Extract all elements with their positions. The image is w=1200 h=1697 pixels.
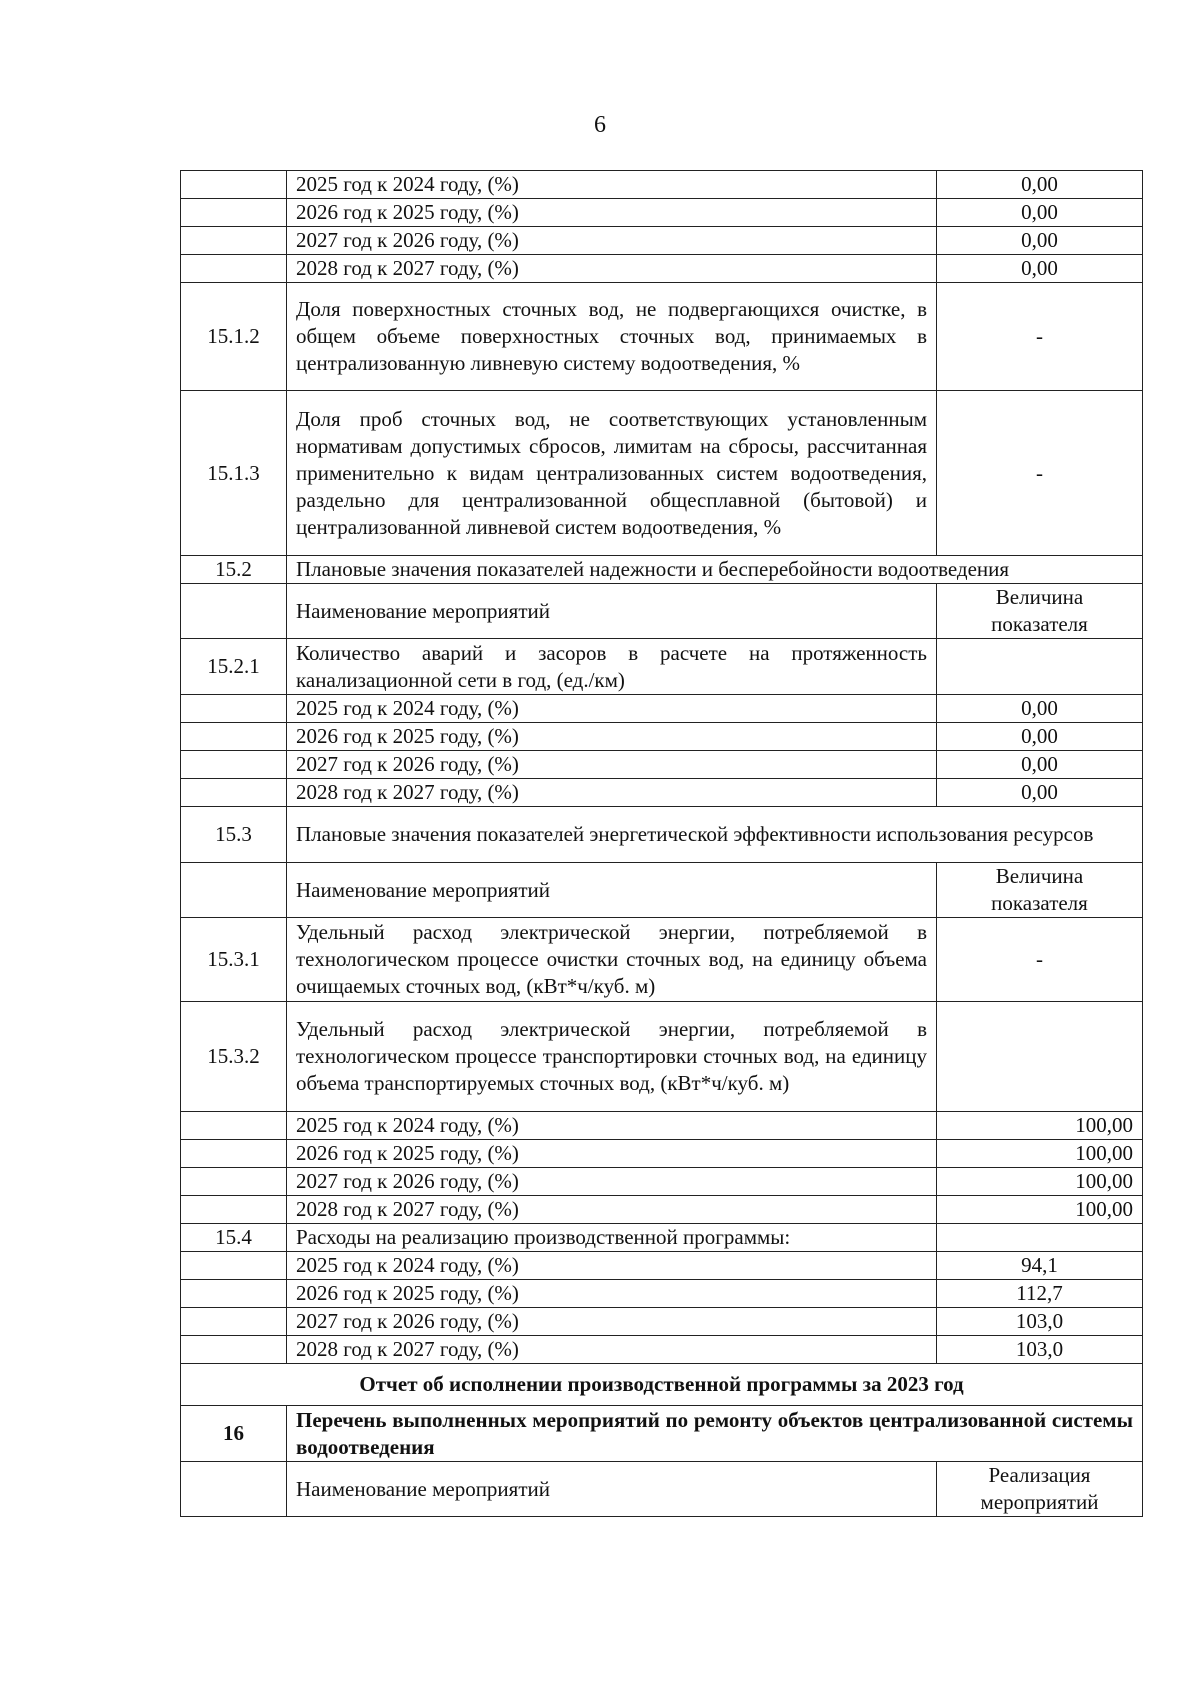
row-number-cell [181,1196,287,1224]
row-number-cell: 15.1.2 [181,283,287,391]
column-header-value-line: показателя [991,891,1088,915]
row-name-cell: 2027 год к 2026 году, (%) [287,1308,937,1336]
table-row [181,1196,1143,1224]
row-number-cell [181,1168,287,1196]
table-row [181,1224,1143,1252]
row-number-cell: 15.3.1 [181,918,287,1002]
row-name-cell: 2026 год к 2025 году, (%) [287,1280,937,1308]
row-number-cell [181,1252,287,1280]
row-name-cell: 2025 год к 2024 году, (%) [287,695,937,723]
row-number-cell: 15.4 [181,1224,287,1252]
column-header-value-line: мероприятий [980,1490,1099,1514]
row-number-cell [181,1140,287,1168]
row-number-cell [181,584,287,639]
row-number-cell [181,751,287,779]
row-value-cell: - [937,391,1143,556]
row-number-cell [181,1112,287,1140]
row-number-cell: 15.1.3 [181,391,287,556]
row-number-cell: 15.2.1 [181,639,287,695]
row-value-cell: 0,00 [937,255,1143,283]
row-name-cell: Удельный расход электрической энергии, потребляемой в технологическом процессе транспортировки сточных вод, на единицу объема транспортируемых сточных вод, (кВт*ч/куб. м) [287,1002,937,1112]
section-number-cell: 15.2 [181,556,287,584]
row-value-cell: 94,1 [937,1252,1143,1280]
table-row [181,227,1143,255]
table-row [181,255,1143,283]
page-number: 6 [594,112,606,138]
column-header-value [937,1462,1143,1517]
row-value-cell: 100,00 [937,1140,1143,1168]
row-number-cell [181,863,287,918]
row-number-cell [181,227,287,255]
table-row [181,1406,1143,1462]
row-name-cell: Удельный расход электрической энергии, потребляемой в технологическом процессе очистки сточных вод, на единицу объема очищаемых сточных вод, (кВт*ч/куб. м) [287,918,937,1002]
section-title-cell: Плановые значения показателей энергетической эффективности использования ресурсов [287,807,1143,863]
table-row [181,1336,1143,1364]
row-name-cell: 2027 год к 2026 году, (%) [287,1168,937,1196]
row-name-cell: 2027 год к 2026 году, (%) [287,227,937,255]
row-name-cell: 2026 год к 2025 году, (%) [287,199,937,227]
row-name-cell: 2025 год к 2024 году, (%) [287,1112,937,1140]
column-header-value-line: показателя [991,612,1088,636]
row-number-cell [181,1280,287,1308]
row-value-cell: 0,00 [937,723,1143,751]
row-number-cell [181,723,287,751]
table-row [181,639,1143,695]
row-value-cell: 103,0 [937,1336,1143,1364]
column-header-value-line: Величина [995,864,1084,888]
row-value-cell: 0,00 [937,171,1143,199]
row-value-cell: - [937,918,1143,1002]
row-name-cell: Доля проб сточных вод, не соответствующих установленным нормативам допустимых сбросов, лимитам на сбросы, рассчитанная применительно к видам централизованных систем водоотведения, раздельно для централизованной общесплавной (бытовой) и централизованной ливневой систем водоотведения, % [287,391,937,556]
row-value-cell: 112,7 [937,1280,1143,1308]
row-value-cell: 0,00 [937,751,1143,779]
row-number-cell [181,1336,287,1364]
row-name-cell: Доля поверхностных сточных вод, не подвергающихся очистке, в общем объеме поверхностных сточных вод, принимаемых в централизованную ливневую систему водоотведения, % [287,283,937,391]
table-row [181,751,1143,779]
table-row [181,723,1143,751]
table-row [181,1112,1143,1140]
row-number-cell [181,171,287,199]
row-name-cell: 2028 год к 2027 году, (%) [287,779,937,807]
table-header-row [181,1462,1143,1517]
row-name-cell: 2026 год к 2025 году, (%) [287,723,937,751]
row-value-cell [937,1002,1143,1112]
row-name-cell: 2028 год к 2027 году, (%) [287,1336,937,1364]
row-name-cell: 2028 год к 2027 году, (%) [287,1196,937,1224]
table-row [181,1140,1143,1168]
row-number-cell [181,255,287,283]
column-header-value-line: Величина [995,585,1084,609]
table-row [181,807,1143,863]
section-title-cell: Перечень выполненных мероприятий по ремонту объектов централизованной системы водоотведения [287,1406,1143,1462]
table-row [181,1168,1143,1196]
row-value-cell: 0,00 [937,227,1143,255]
table-row [181,171,1143,199]
row-name-cell: 2026 год к 2025 году, (%) [287,1140,937,1168]
row-value-cell: 100,00 [937,1168,1143,1196]
table-header-row [181,863,1143,918]
column-header-name: Наименование мероприятий [287,1462,937,1517]
row-name-cell: 2025 год к 2024 году, (%) [287,1252,937,1280]
table-row [181,556,1143,584]
row-value-cell: 103,0 [937,1308,1143,1336]
table-row [181,1252,1143,1280]
section-number-cell: 15.3 [181,807,287,863]
row-value-cell: - [937,283,1143,391]
row-number-cell [181,1308,287,1336]
row-number-cell [181,779,287,807]
row-number-cell [181,1462,287,1517]
row-name-cell: 2027 год к 2026 году, (%) [287,751,937,779]
row-value-cell: 0,00 [937,199,1143,227]
row-value-cell: 0,00 [937,695,1143,723]
table-row [181,283,1143,391]
section-number-cell: 16 [181,1406,287,1462]
table-row [181,199,1143,227]
indicators-table [180,170,1143,1517]
column-header-name: Наименование мероприятий [287,584,937,639]
column-header-value-line: Реализация [988,1463,1091,1487]
row-number-cell: 15.3.2 [181,1002,287,1112]
row-name-cell: Расходы на реализацию производственной программы: [287,1224,937,1252]
table-header-row [181,584,1143,639]
column-header-name: Наименование мероприятий [287,863,937,918]
report-title: Отчет об исполнении производственной программы за 2023 год [181,1364,1143,1406]
section-title-cell: Плановые значения показателей надежности и бесперебойности водоотведения [287,556,1143,584]
column-header-value [937,863,1143,918]
table-row [181,1002,1143,1112]
report-title-row [181,1364,1143,1406]
row-value-cell [937,639,1143,695]
row-name-cell: 2025 год к 2024 году, (%) [287,171,937,199]
table-row [181,918,1143,1002]
row-number-cell [181,695,287,723]
column-header-value [937,584,1143,639]
row-value-cell: 0,00 [937,779,1143,807]
row-value-cell [937,1224,1143,1252]
row-name-cell: Количество аварий и засоров в расчете на протяженность канализационной сети в год, (ед./км) [287,639,937,695]
row-name-cell: 2028 год к 2027 году, (%) [287,255,937,283]
row-value-cell: 100,00 [937,1196,1143,1224]
row-number-cell [181,199,287,227]
table-row [181,695,1143,723]
table-row [181,1280,1143,1308]
table-row [181,779,1143,807]
row-value-cell: 100,00 [937,1112,1143,1140]
table-row [181,1308,1143,1336]
table-row [181,391,1143,556]
